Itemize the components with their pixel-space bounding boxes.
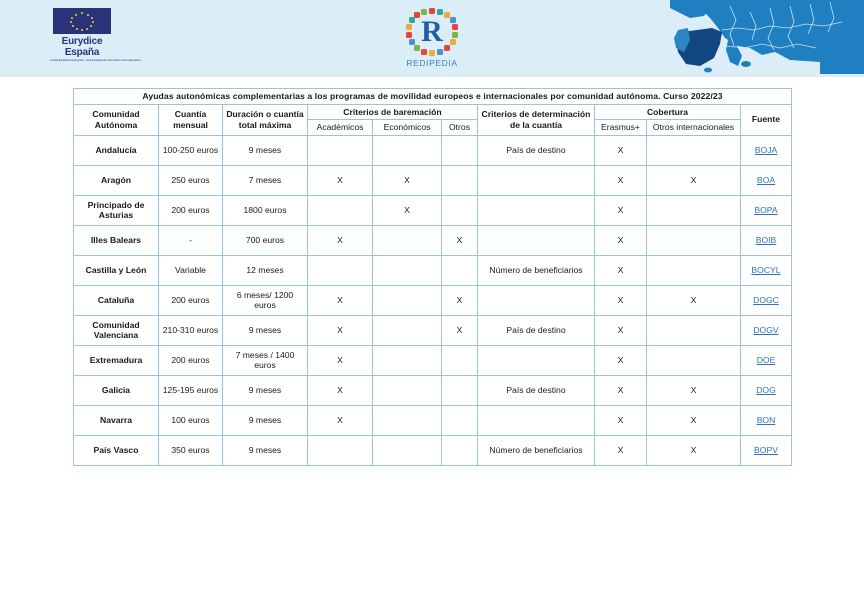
monthly-amount: 250 euros: [159, 165, 223, 195]
header-erasmus: Erasmus+: [595, 120, 647, 136]
monthly-amount: -: [159, 225, 223, 255]
coverage-erasmus: X: [595, 285, 647, 315]
source-link[interactable]: DOGC: [753, 294, 779, 305]
monthly-amount: Variable: [159, 255, 223, 285]
source-link[interactable]: BOJA: [754, 144, 778, 155]
criterion-economic: [373, 435, 442, 465]
coverage-international: X: [647, 165, 741, 195]
table-row: [74, 405, 792, 435]
criterion-academic: X: [308, 225, 373, 255]
coverage-international: X: [647, 375, 741, 405]
criterion-economic: [373, 285, 442, 315]
eurydice-logo: [50, 8, 141, 62]
source-cell: [741, 135, 792, 165]
coverage-international: [647, 345, 741, 375]
header-criterios-determinacion: Criterios de determinación de la cuantía: [478, 104, 595, 135]
header-fuente: Fuente: [741, 104, 792, 135]
source-link[interactable]: DOE: [756, 354, 776, 365]
criterion-economic: [373, 255, 442, 285]
criterion-other: [442, 435, 478, 465]
duration-amount: 9 meses: [223, 135, 308, 165]
region-name: Aragón: [74, 165, 159, 195]
header-duracion: Duración o cuantía total máxima: [223, 104, 308, 135]
source-cell: [741, 345, 792, 375]
duration-amount: 9 meses: [223, 405, 308, 435]
determination-criteria: Número de beneficiarios: [478, 255, 595, 285]
header-cuantia-mensual: Cuantía mensual: [159, 104, 223, 135]
table-row: [74, 375, 792, 405]
region-name: Castilla y León: [74, 255, 159, 285]
criterion-other: X: [442, 315, 478, 345]
header-academicos: Académicos: [308, 120, 373, 136]
page-banner: [0, 0, 864, 78]
coverage-international: X: [647, 435, 741, 465]
duration-amount: 1800 euros: [223, 195, 308, 225]
criterion-other: [442, 375, 478, 405]
table-row: [74, 285, 792, 315]
determination-criteria: País de destino: [478, 135, 595, 165]
criterion-academic: [308, 255, 373, 285]
source-link[interactable]: BOIB: [755, 234, 777, 245]
determination-criteria: [478, 195, 595, 225]
coverage-international: [647, 135, 741, 165]
eurydice-line1: Eurydice: [61, 36, 103, 47]
region-name: Illes Balears: [74, 225, 159, 255]
criterion-academic: X: [308, 285, 373, 315]
region-name: Navarra: [74, 405, 159, 435]
criterion-academic: X: [308, 165, 373, 195]
aid-table-container: [73, 88, 791, 466]
criterion-economic: [373, 135, 442, 165]
coverage-erasmus: X: [595, 195, 647, 225]
coverage-erasmus: X: [595, 435, 647, 465]
banner-divider: [0, 77, 864, 78]
duration-amount: 9 meses: [223, 375, 308, 405]
determination-criteria: Número de beneficiarios: [478, 435, 595, 465]
monthly-amount: 200 euros: [159, 345, 223, 375]
criterion-academic: X: [308, 345, 373, 375]
criterion-academic: [308, 135, 373, 165]
monthly-amount: 125-195 euros: [159, 375, 223, 405]
header-otros: Otros: [442, 120, 478, 136]
determination-criteria: País de destino: [478, 315, 595, 345]
coverage-erasmus: X: [595, 255, 647, 285]
eurydice-line2: España: [64, 47, 100, 58]
monthly-amount: 100-250 euros: [159, 135, 223, 165]
coverage-erasmus: X: [595, 165, 647, 195]
region-name: País Vasco: [74, 435, 159, 465]
region-name: Andalucía: [74, 135, 159, 165]
determination-criteria: País de destino: [478, 375, 595, 405]
source-link[interactable]: DOGV: [753, 324, 779, 335]
coverage-international: [647, 195, 741, 225]
header-economicos: Económicos: [373, 120, 442, 136]
table-body: [74, 135, 792, 465]
coverage-erasmus: X: [595, 375, 647, 405]
header-otros-internacionales: Otros internacionales: [647, 120, 741, 136]
coverage-erasmus: X: [595, 345, 647, 375]
criterion-academic: X: [308, 315, 373, 345]
coverage-international: X: [647, 285, 741, 315]
redipedia-letter: R: [421, 15, 443, 48]
source-link[interactable]: DOG: [756, 384, 776, 395]
determination-criteria: [478, 405, 595, 435]
header-criterios-baremacion: Criterios de baremación: [308, 104, 478, 120]
duration-amount: 700 euros: [223, 225, 308, 255]
determination-criteria: [478, 285, 595, 315]
criterion-other: [442, 165, 478, 195]
coverage-international: X: [647, 405, 741, 435]
eurydice-subtext: Unidad Española de Eurydice · Red Española de Información sobre Educación: [50, 59, 141, 62]
criterion-academic: [308, 195, 373, 225]
redipedia-mark-icon: [406, 8, 458, 56]
criterion-economic: X: [373, 165, 442, 195]
criterion-academic: X: [308, 405, 373, 435]
criterion-other: [442, 255, 478, 285]
duration-amount: 7 meses: [223, 165, 308, 195]
criterion-economic: [373, 405, 442, 435]
criterion-other: [442, 345, 478, 375]
coverage-erasmus: X: [595, 225, 647, 255]
criterion-economic: X: [373, 195, 442, 225]
table-row: [74, 135, 792, 165]
criterion-academic: X: [308, 375, 373, 405]
source-cell: [741, 285, 792, 315]
monthly-amount: 200 euros: [159, 195, 223, 225]
source-cell: [741, 165, 792, 195]
criterion-economic: [373, 225, 442, 255]
source-cell: [741, 255, 792, 285]
source-link[interactable]: BOPV: [754, 444, 778, 455]
determination-criteria: [478, 225, 595, 255]
coverage-international: [647, 225, 741, 255]
coverage-international: [647, 255, 741, 285]
source-link[interactable]: BON: [756, 414, 776, 425]
source-link[interactable]: BOA: [756, 174, 776, 185]
table-header-row-1: [74, 104, 792, 120]
table-title: Ayudas autonómicas complementarias a los programas de movilidad europeos e internacionales por comunidad autónoma. Curso 2022/23: [74, 89, 792, 105]
source-cell: [741, 315, 792, 345]
region-name: Cataluña: [74, 285, 159, 315]
coverage-international: [647, 315, 741, 345]
source-link[interactable]: BOCYL: [751, 264, 781, 275]
table-row: [74, 255, 792, 285]
monthly-amount: 200 euros: [159, 285, 223, 315]
redipedia-wordmark: REDIPEDIA: [406, 58, 458, 68]
table-row: [74, 435, 792, 465]
source-cell: [741, 225, 792, 255]
table-row: [74, 315, 792, 345]
region-name: Comunidad Valenciana: [74, 315, 159, 345]
criterion-other: [442, 405, 478, 435]
source-cell: [741, 375, 792, 405]
aid-table: [73, 88, 792, 466]
criterion-other: [442, 135, 478, 165]
criterion-other: X: [442, 285, 478, 315]
europe-map: [670, 0, 864, 78]
duration-amount: 6 meses/ 1200 euros: [223, 285, 308, 315]
table-row: [74, 165, 792, 195]
header-cobertura: Cobertura: [595, 104, 741, 120]
source-cell: [741, 195, 792, 225]
header-comunidad: Comunidad Autónoma: [74, 104, 159, 135]
criterion-economic: [373, 375, 442, 405]
region-name: Principado de Asturias: [74, 195, 159, 225]
source-link[interactable]: BOPA: [754, 204, 778, 215]
source-cell: [741, 435, 792, 465]
region-name: Galicia: [74, 375, 159, 405]
monthly-amount: 350 euros: [159, 435, 223, 465]
duration-amount: 7 meses / 1400 euros: [223, 345, 308, 375]
table-row: [74, 195, 792, 225]
criterion-other: X: [442, 225, 478, 255]
table-title-row: [74, 89, 792, 105]
determination-criteria: [478, 165, 595, 195]
determination-criteria: [478, 345, 595, 375]
criterion-economic: [373, 345, 442, 375]
criterion-economic: [373, 315, 442, 345]
coverage-erasmus: X: [595, 405, 647, 435]
monthly-amount: 210-310 euros: [159, 315, 223, 345]
coverage-erasmus: X: [595, 135, 647, 165]
duration-amount: 9 meses: [223, 435, 308, 465]
source-cell: [741, 405, 792, 435]
monthly-amount: 100 euros: [159, 405, 223, 435]
duration-amount: 12 meses: [223, 255, 308, 285]
duration-amount: 9 meses: [223, 315, 308, 345]
criterion-other: [442, 195, 478, 225]
eu-flag-icon: [53, 8, 111, 34]
coverage-erasmus: X: [595, 315, 647, 345]
redipedia-logo: [398, 8, 466, 68]
criterion-academic: [308, 435, 373, 465]
table-row: [74, 345, 792, 375]
table-row: [74, 225, 792, 255]
region-name: Extremadura: [74, 345, 159, 375]
